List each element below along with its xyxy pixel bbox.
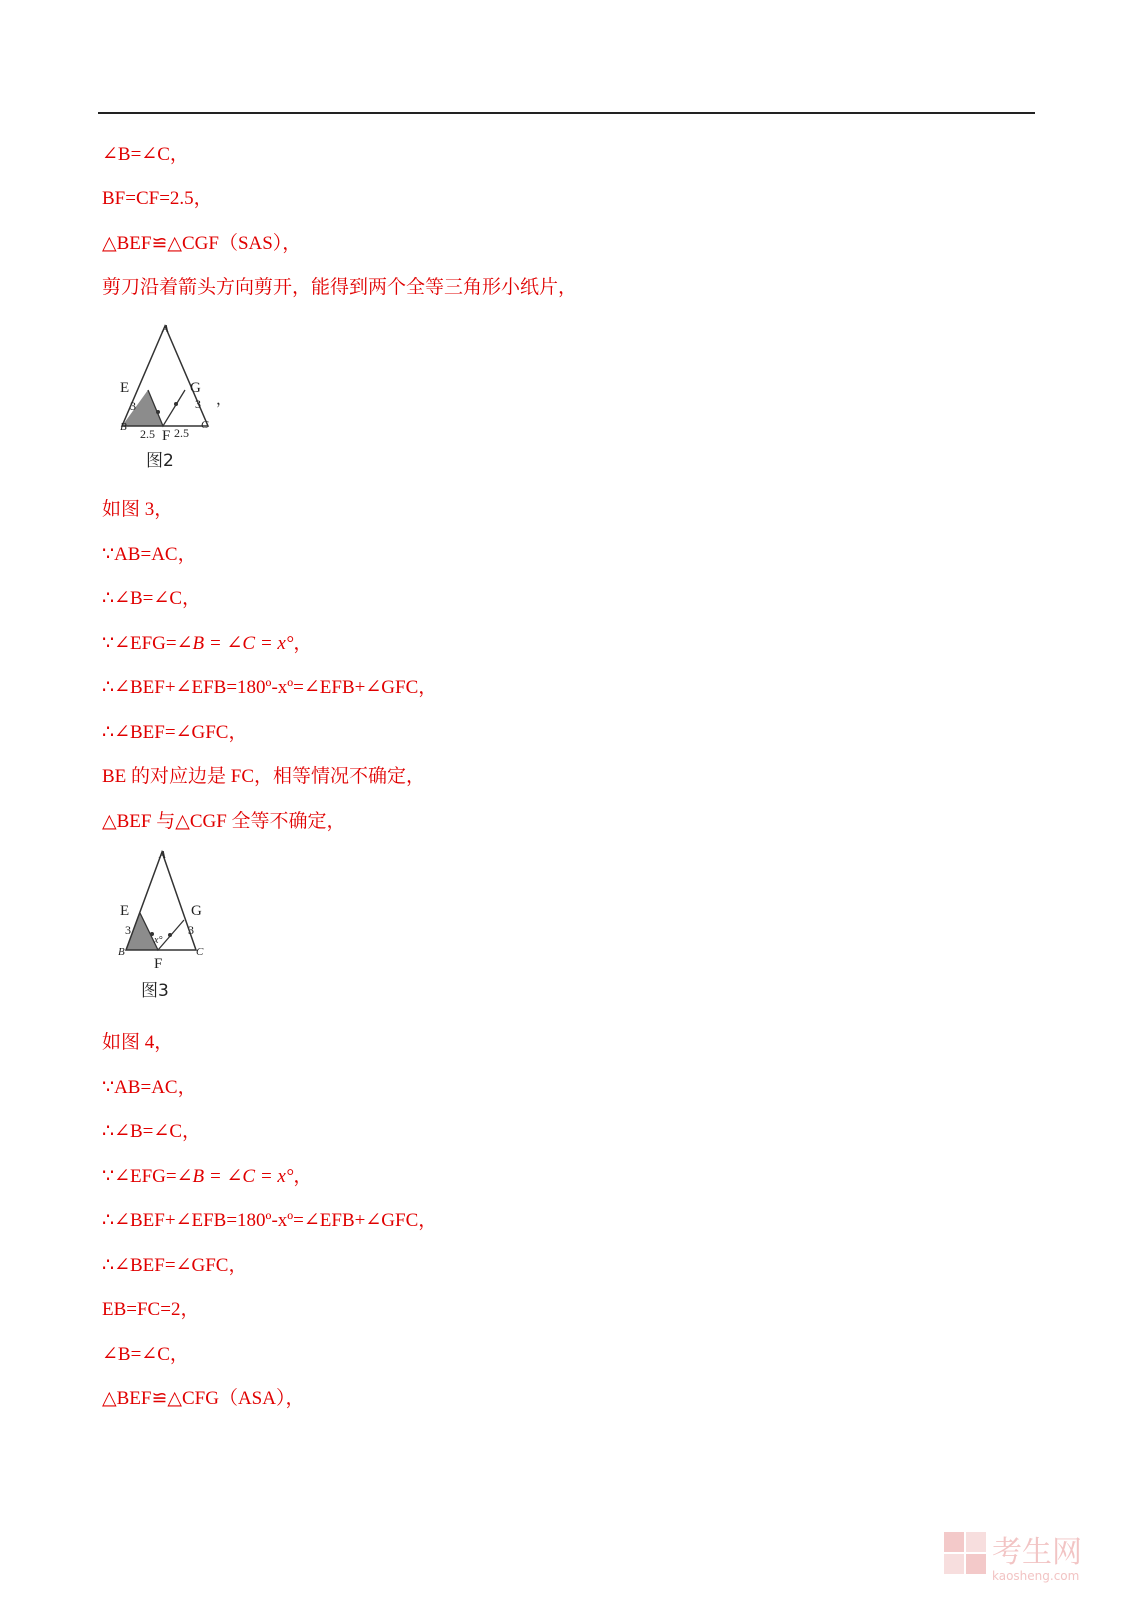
text-segment: ， xyxy=(293,633,313,654)
label-f: F xyxy=(154,956,163,972)
text-line: ∴∠B=∠C， xyxy=(102,588,201,609)
logo-block-icon xyxy=(944,1554,964,1574)
logo-block-icon xyxy=(944,1532,964,1552)
text-line: ∴∠BEF=∠GFC， xyxy=(102,1255,248,1276)
text-line: 剪刀沿着箭头方向剪开，能得到两个全等三角形小纸片， xyxy=(102,277,578,298)
arrow-dot xyxy=(174,402,178,406)
label-angle: x° xyxy=(154,935,163,946)
label-be: 3 xyxy=(130,399,136,413)
watermark xyxy=(942,1526,1117,1590)
figure-2-caption: 图2 xyxy=(146,451,174,471)
text-line: ∴∠B=∠C， xyxy=(102,1121,201,1142)
text-line: 如图 3， xyxy=(102,499,174,520)
text-line: ∠B=∠C， xyxy=(102,144,189,165)
math-expression: ∠B = ∠C = x° xyxy=(176,633,294,654)
text-line xyxy=(102,1165,312,1189)
text-line: △BEF≌△CGF（SAS）， xyxy=(102,233,302,254)
figure-3-caption: 图3 xyxy=(141,981,169,1001)
label-fc: 2.5 xyxy=(174,426,189,440)
label-e: E xyxy=(120,903,130,919)
label-f: F xyxy=(162,428,171,444)
watermark-graphic xyxy=(942,1526,1117,1586)
watermark-domain: kaosheng.com xyxy=(992,1569,1080,1583)
figure-2 xyxy=(112,318,242,482)
text-line: ∴∠BEF+∠EFB=180º-xº=∠EFB+∠GFC， xyxy=(102,1210,438,1231)
text-line: ∵AB=AC， xyxy=(102,544,197,565)
text-segment: ， xyxy=(293,1166,313,1187)
label-b: B xyxy=(120,421,127,433)
figure-3 xyxy=(108,842,218,1008)
text-line: △BEF≌△CFG（ASA）， xyxy=(102,1388,305,1409)
label-cg: 3 xyxy=(188,923,194,937)
label-e: E xyxy=(120,380,130,396)
label-c: C xyxy=(201,419,209,431)
text-line: ∴∠BEF+∠EFB=180º-xº=∠EFB+∠GFC， xyxy=(102,677,438,698)
text-segment: ∵∠EFG= xyxy=(102,1166,177,1187)
text-line: EB=FC=2， xyxy=(102,1299,200,1320)
text-line: △BEF 与△CGF 全等不确定， xyxy=(102,811,346,832)
text-line: 如图 4， xyxy=(102,1032,174,1053)
label-g: G xyxy=(190,380,201,396)
watermark-brand: 考生网 xyxy=(992,1535,1082,1570)
label-a: A xyxy=(162,323,169,335)
figure-3-diagram xyxy=(108,842,218,1004)
text-line xyxy=(102,632,312,656)
text-line: ∴∠BEF=∠GFC， xyxy=(102,722,248,743)
text-segment: ∵∠EFG= xyxy=(102,633,177,654)
figure-2-comma: ， xyxy=(216,392,232,408)
label-cg: 3 xyxy=(195,397,201,411)
text-line: ∠B=∠C， xyxy=(102,1344,189,1365)
label-b: B xyxy=(118,946,125,958)
label-bf: 2.5 xyxy=(140,427,155,441)
arrow-dot xyxy=(168,933,172,937)
logo-block-icon xyxy=(966,1554,986,1574)
label-be: 3 xyxy=(125,923,131,937)
text-line: BF=CF=2.5， xyxy=(102,188,213,209)
arrow-dot xyxy=(156,410,160,414)
text-line: BE 的对应边是 FC，相等情况不确定， xyxy=(102,766,426,787)
figure-2-diagram xyxy=(112,318,242,478)
logo-block-icon xyxy=(966,1532,986,1552)
header-rule xyxy=(98,112,1035,114)
label-g: G xyxy=(191,903,202,919)
label-a: A xyxy=(159,849,166,861)
math-expression: ∠B = ∠C = x° xyxy=(176,1166,294,1187)
text-line: ∵AB=AC， xyxy=(102,1077,197,1098)
label-c: C xyxy=(196,946,204,958)
